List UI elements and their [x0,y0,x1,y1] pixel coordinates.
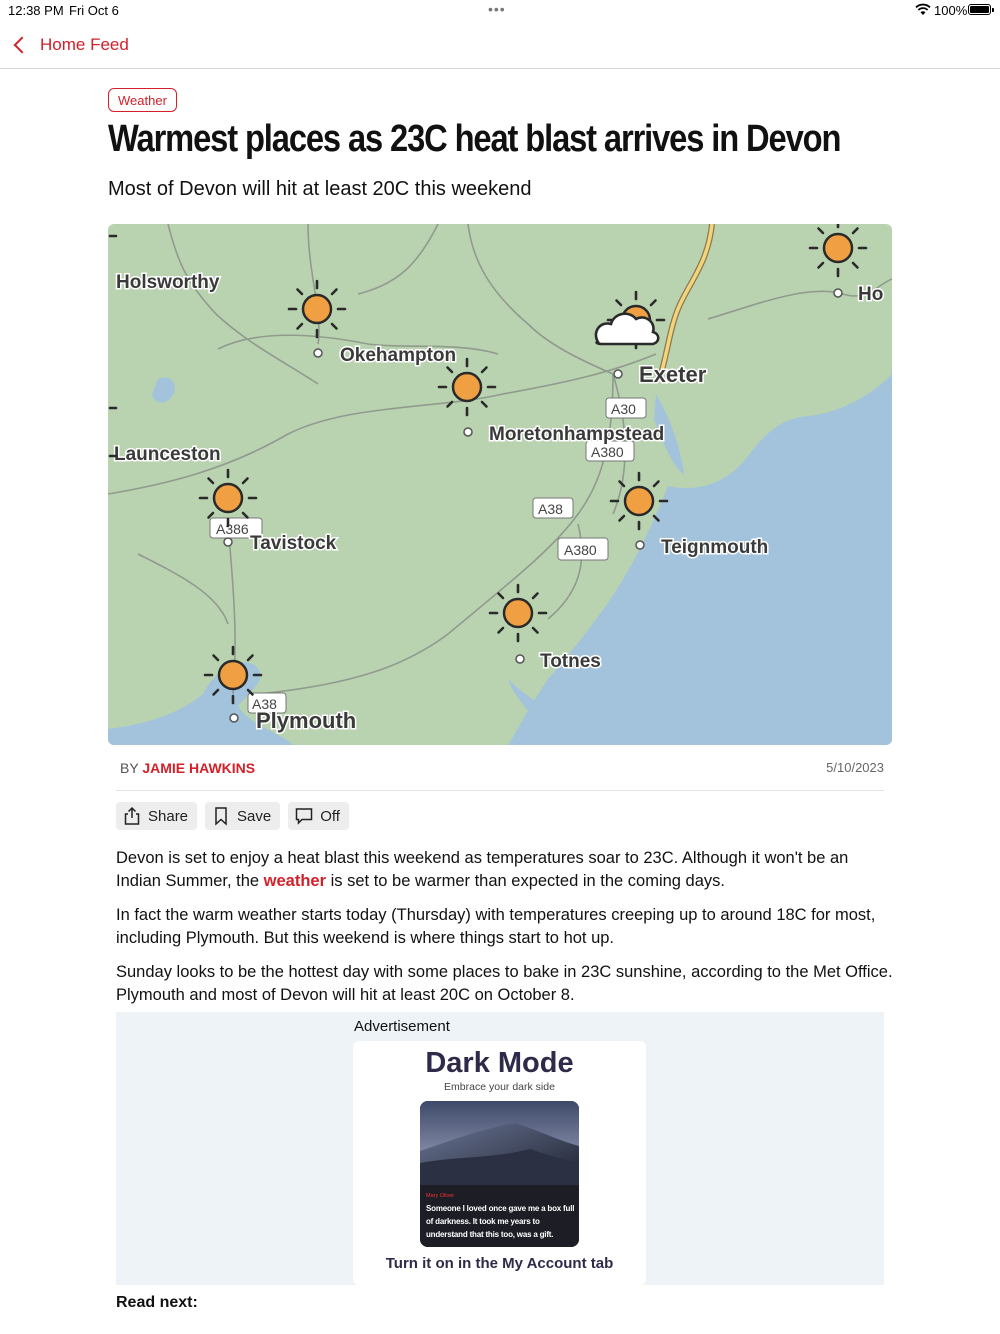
road-label-a30: A30 [611,401,636,417]
paragraph-1 [116,847,896,893]
ad-cta[interactable]: Turn it on in the My Account tab [385,1255,614,1272]
place-teignmouth: Teignmouth [661,537,769,558]
back-button-label: Home Feed [40,35,129,54]
article-subheadline: Most of Devon will hit at least 20C this weekend [108,178,532,200]
ad-card[interactable] [353,1041,646,1285]
divider [116,790,884,791]
comments-label: Off [320,807,340,825]
category-tag[interactable]: Weather [108,88,177,112]
place-honiton-partial: Ho [858,284,884,305]
battery-percent: 100% [934,3,968,18]
paragraph-1-text-a: Devon is set to enjoy a heat blast this weekend as temperatures soar to 23C. Although it won't be an Indian Summer, the [116,849,849,890]
read-next-heading: Read next: [116,1294,198,1311]
paragraph-2: In fact the warm weather starts today (Thursday) with temperatures creeping up to around 18C for most, including Plymouth. But this weekend is where things start to hot up. [116,906,876,947]
paragraph-3: Sunday looks to be the hottest day with some places to bake in 23C sunshine, according to the Met Office. Plymouth and most of Devon will hit at least 20C on October 8. [116,963,893,1004]
ad-quote: Someone I loved once gave me a box full of darkness. It took me years to understand that this too, was a gift. [426,1204,575,1239]
place-launceston: Launceston [114,444,221,465]
weather-map [108,224,892,745]
status-time: 12:38 PM [8,3,64,18]
wifi-icon [914,2,932,16]
battery-icon [968,4,991,15]
map-graphic [108,224,892,745]
article-actions [116,802,349,830]
bookmark-icon [211,806,231,826]
publish-date: 5/10/2023 [826,760,884,775]
advertisement-box [116,1012,884,1285]
place-tavistock: Tavistock [250,533,337,554]
share-button[interactable] [116,802,197,830]
status-date: Fri Oct 6 [69,3,119,18]
weather-link[interactable]: weather [263,872,327,890]
advertisement-label: Advertisement [354,1018,450,1035]
place-totnes: Totnes [540,651,601,672]
comments-button[interactable] [288,802,349,830]
share-label: Share [148,807,189,825]
status-bar [0,0,1000,22]
save-label: Save [237,807,272,825]
road-label-a380-north: A380 [591,444,624,460]
article-headline: Warmest places as 23C heat blast arrives in Devon [108,118,841,160]
place-okehampton: Okehampton [340,345,457,366]
nav-bar [0,22,1000,69]
ad-phone-image [420,1101,579,1247]
article-body [116,847,896,1018]
ad-quote-author: Mary Oliver [426,1193,455,1199]
chevron-left-icon [14,37,31,54]
byline-prefix: BY [120,760,139,776]
road-label-a380-south: A380 [564,542,597,558]
comment-icon [294,806,314,826]
paragraph-1-text-b: is set to be warmer than expected in the coming days. [326,872,725,890]
author-link[interactable]: JAMIE HAWKINS [142,760,256,776]
multitasking-dots[interactable]: ••• [488,1,506,17]
share-icon [122,806,142,826]
save-button[interactable] [205,802,280,830]
back-button[interactable] [10,32,129,58]
ad-subtitle: Embrace your dark side [444,1081,555,1093]
ad-title: Dark Mode [425,1047,574,1079]
place-exeter: Exeter [639,362,707,387]
place-moretonhampstead: Moretonhampstead [489,424,665,445]
place-plymouth: Plymouth [256,708,357,733]
place-holsworthy: Holsworthy [116,272,220,293]
road-label-a386: A386 [216,521,249,537]
road-label-a38-plymouth: A38 [252,696,277,712]
road-label-a38-mid: A38 [538,501,563,517]
byline [120,760,255,776]
